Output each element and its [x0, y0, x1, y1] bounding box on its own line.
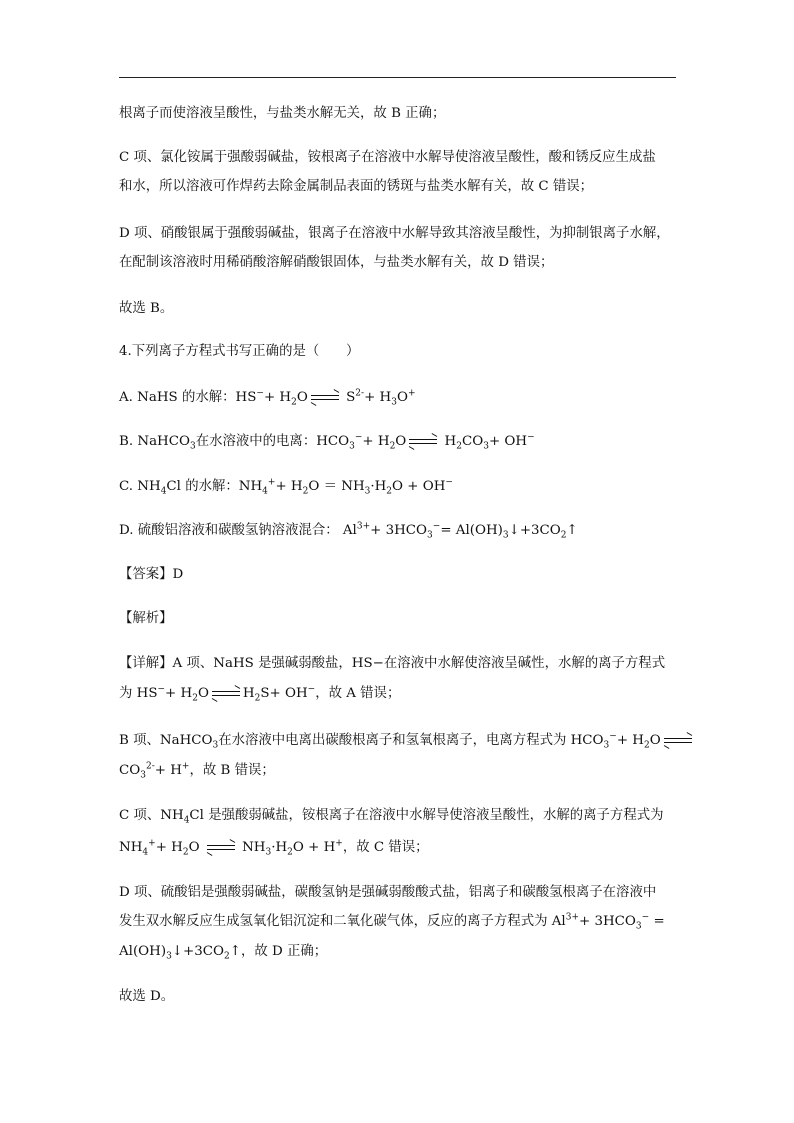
text-line: 故选 B。: [119, 301, 174, 316]
text-line: D 项、硫酸铝是强酸弱碱盐，碳酸氢钠是强碱弱酸酸式盐，铝离子和碳酸氢根离子在溶液中: [119, 885, 657, 900]
text-line: 故选 D。: [119, 989, 175, 1004]
header-rule: [119, 77, 676, 78]
text-line: C 项、$NH_4Cl$ 是强酸弱碱盐，铵根离子在溶液中水解导使溶液呈酸性，水解的离子方程式为: [119, 808, 664, 826]
text-line: 在配制该溶液时用稀硝酸溶解硝酸银固体，与盐类水解有关，故 D 错误；: [119, 255, 554, 270]
text-line: 【详解】A 项、NaHS 是强碱弱酸盐，HS−在溶液中水解使溶液呈碱性，水解的离子方程式: [119, 656, 666, 671]
answer-label: 【答案】D: [119, 567, 184, 582]
text-line: B 项、NaHCO$_3$在水溶液中电离出碳酸根离子和氢氧根离子，电离方程式为 $HCO_3^-+ H_2O$: [119, 732, 695, 750]
analysis-label: 【解析】: [119, 611, 173, 626]
option-c: C. $NH_4Cl$ 的水解：$NH_4^++ H_2O = NH_3\cdot H_2O + OH^-$: [119, 477, 453, 497]
question-title: 4.下列离子方程式书写正确的是（ ）: [119, 344, 360, 359]
text-line: 根离子而使溶液呈酸性，与盐类水解无关，故 B 正确；: [119, 106, 446, 121]
option-a: A. NaHS 的水解：$HS^-+ H_2O$ $S^{2-}+ H_3O^+$: [119, 388, 416, 408]
text-line: 为 $HS^-+ H_2O$ $H_2S+ OH^-$，故 A 错误；: [119, 684, 401, 704]
equilibrium-arrow-icon: [207, 844, 235, 852]
text-line: $CO_3^{2-}+ H^+$，故 B 错误；: [119, 761, 275, 781]
text-line: 和水，所以溶液可作焊药去除金属制品表面的锈斑与盐类水解有关，故 C 错误；: [119, 179, 594, 194]
equilibrium-arrow-icon: [409, 438, 437, 446]
text-line: $NH_4^++ H_2O$ $NH_3\cdot H_2O + H^+$，故 C 错误；: [119, 838, 429, 858]
option-d: D. 硫酸铝溶液和碳酸氢钠溶液混合： $Al^{3+}+ 3HCO_3^-=$ $Al(OH)_3↓+3CO_2↑$: [119, 521, 578, 541]
equilibrium-arrow-icon: [212, 690, 240, 698]
text-line: $Al(OH)_3↓+3CO_2↑$，故 D 正确；: [119, 944, 328, 962]
equilibrium-arrow-icon: [664, 737, 692, 745]
option-b: B. NaHCO$_3$在水溶液中的电离：$HCO_3^-+ H_2O$ $H_2CO_3+ OH^-$: [119, 432, 535, 452]
equilibrium-arrow-icon: [311, 394, 339, 402]
text-line: D 项、硝酸银属于强酸弱碱盐，银离子在溶液中水解导致其溶液呈酸性，为抑制银离子水解，: [119, 226, 670, 241]
text-line: C 项、氯化铵属于强酸弱碱盐，铵根离子在溶液中水解导使溶液呈酸性，酸和锈反应生成盐: [119, 150, 656, 165]
text-line: 发生双水解反应生成氢氧化铝沉淀和二氧化碳气体，反应的离子方程式为 $Al^{3+}+ 3HCO_3^-$ =: [119, 912, 665, 932]
